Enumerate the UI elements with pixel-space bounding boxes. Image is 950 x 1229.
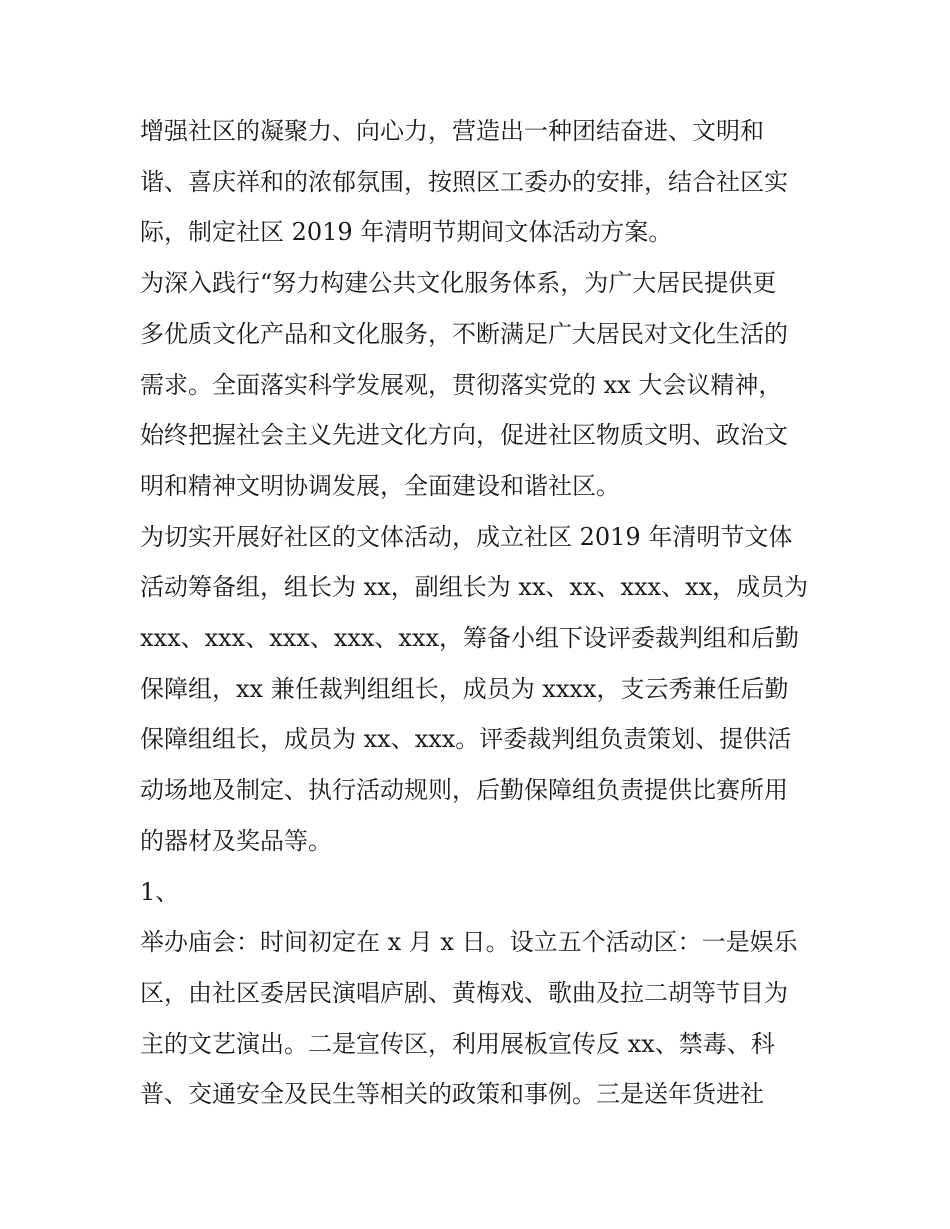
text-line: 为切实开展好社区的文体活动，成立社区 2019 年清明节文体 (140, 522, 793, 551)
paragraph-intro (140, 106, 820, 258)
text-line: 增强社区的凝聚力、向心力，营造出一种团结奋进、文明和 (140, 117, 764, 145)
text-line: 需求。全面落实科学发展观，贯彻落实党的 xx 大会议精神， (140, 370, 783, 399)
text-line: 主的文艺演出。二是宣传区，利用展板宣传反 xx、禁毒、科 (140, 1029, 775, 1058)
text-line: 的器材及奖品等。 (140, 826, 332, 855)
text-line: 动场地及制定、执行活动规则，后勤保障组负责提供比赛所用 (140, 776, 788, 805)
text-line: 1、 (140, 877, 180, 906)
text-line: xxx、xxx、xxx、xxx、xxx，筹备小组下设评委裁判组和后勤 (140, 624, 800, 653)
paragraph-temple-fair (140, 917, 820, 1120)
text-line: 普、交通安全及民生等相关的政策和事例。三是送年货进社 (140, 1080, 764, 1109)
text-line: 保障组组长，成员为 xx、xxx。评委裁判组负责策划、提供活 (140, 725, 792, 754)
text-line: 始终把握社会主义先进文化方向，促进社区物质文明、政治文 (140, 421, 788, 450)
text-line: 明和精神文明协调发展，全面建设和谐社区。 (140, 471, 620, 500)
paragraph-organization (140, 512, 820, 867)
text-line: 区，由社区委居民演唱庐剧、黄梅戏、歌曲及拉二胡等节目为 (140, 978, 788, 1007)
text-line: 谐、喜庆祥和的浓郁氛围，按照区工委办的安排，结合社区实 (140, 167, 788, 196)
section-number (140, 867, 820, 918)
text-line: 际，制定社区 2019 年清明节期间文体活动方案。 (140, 218, 673, 247)
text-line: 多优质文化产品和文化服务，不断满足广大居民对文化生活的 (140, 319, 788, 348)
text-line: 保障组，xx 兼任裁判组组长，成员为 xxxx，支云秀兼任后勤 (140, 674, 789, 703)
text-line: 为深入践行“努力构建公共文化服务体系，为广大居民提供更 (140, 269, 777, 298)
document-body (140, 106, 820, 1120)
text-line: 举办庙会：时间初定在 x 月 x 日。设立五个活动区：一是娱乐 (140, 928, 798, 957)
paragraph-guiding-principle (140, 258, 820, 512)
text-line: 活动筹备组，组长为 xx，副组长为 xx、xx、xxx、xx，成员为 (140, 573, 809, 602)
